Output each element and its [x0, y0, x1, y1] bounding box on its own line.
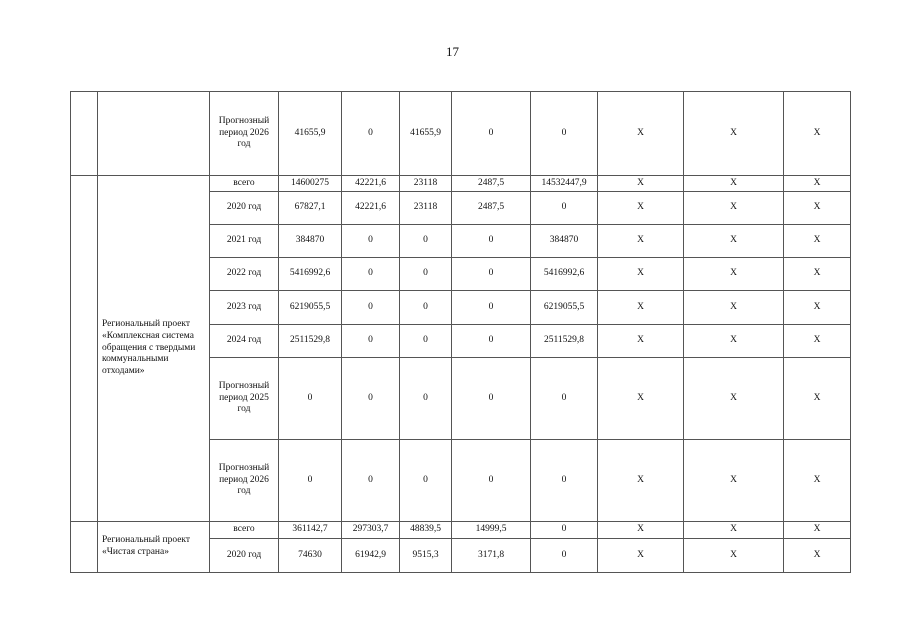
value-cell: 0 — [531, 358, 598, 440]
value-cell: 42221,6 — [342, 176, 400, 192]
value-cell: 0 — [400, 325, 452, 358]
value-cell: 0 — [452, 225, 531, 258]
value-cell: Х — [598, 291, 684, 325]
value-cell: 0 — [452, 358, 531, 440]
value-cell: Х — [598, 258, 684, 291]
value-cell: 6219055,5 — [531, 291, 598, 325]
value-cell: 0 — [452, 258, 531, 291]
table-row — [71, 92, 851, 176]
value-cell: Х — [784, 539, 851, 573]
value-cell: 361142,7 — [279, 522, 342, 539]
period-cell: всего — [210, 522, 279, 539]
project-name-cell: Региональный проект «Комплексная система обращения с твердыми коммунальными отходами» — [98, 176, 210, 522]
value-cell: 0 — [279, 358, 342, 440]
value-cell: Х — [684, 440, 784, 522]
value-cell: Х — [598, 358, 684, 440]
value-cell: Х — [684, 325, 784, 358]
value-cell: 0 — [531, 192, 598, 225]
value-cell: Х — [598, 192, 684, 225]
period-cell: 2020 год — [210, 539, 279, 573]
value-cell: 0 — [342, 325, 400, 358]
value-cell: Х — [784, 325, 851, 358]
value-cell: Х — [598, 225, 684, 258]
value-cell: 41655,9 — [400, 92, 452, 176]
value-cell: 0 — [342, 440, 400, 522]
value-cell: Х — [684, 258, 784, 291]
value-cell: Х — [684, 192, 784, 225]
value-cell: 2511529,8 — [279, 325, 342, 358]
value-cell: 0 — [400, 258, 452, 291]
period-cell: Прогнозный период 2025 год — [210, 358, 279, 440]
value-cell: 0 — [531, 92, 598, 176]
value-cell: Х — [684, 225, 784, 258]
value-cell: Х — [784, 291, 851, 325]
value-cell: Х — [784, 176, 851, 192]
value-cell: 48839,5 — [400, 522, 452, 539]
budget-table — [70, 91, 851, 573]
row-number-cell — [71, 176, 98, 522]
value-cell: Х — [598, 92, 684, 176]
period-cell: 2020 год — [210, 192, 279, 225]
period-cell: 2024 год — [210, 325, 279, 358]
value-cell: Х — [784, 440, 851, 522]
value-cell: 0 — [531, 539, 598, 573]
value-cell: 0 — [342, 291, 400, 325]
period-cell: 2022 год — [210, 258, 279, 291]
value-cell: 5416992,6 — [279, 258, 342, 291]
value-cell: 41655,9 — [279, 92, 342, 176]
value-cell: 0 — [452, 325, 531, 358]
value-cell: 9515,3 — [400, 539, 452, 573]
value-cell: 2487,5 — [452, 176, 531, 192]
value-cell: 5416992,6 — [531, 258, 598, 291]
value-cell: 3171,8 — [452, 539, 531, 573]
value-cell: Х — [784, 522, 851, 539]
value-cell: 0 — [452, 92, 531, 176]
value-cell: Х — [784, 192, 851, 225]
value-cell: 2487,5 — [452, 192, 531, 225]
value-cell: 61942,9 — [342, 539, 400, 573]
value-cell: 2511529,8 — [531, 325, 598, 358]
value-cell: 0 — [342, 258, 400, 291]
value-cell: Х — [598, 325, 684, 358]
value-cell: 67827,1 — [279, 192, 342, 225]
period-cell: 2021 год — [210, 225, 279, 258]
project-name-cell — [98, 92, 210, 176]
value-cell: Х — [784, 225, 851, 258]
value-cell: Х — [784, 358, 851, 440]
row-number-cell — [71, 522, 98, 573]
table-row — [71, 176, 851, 192]
value-cell: Х — [598, 176, 684, 192]
value-cell: Х — [784, 92, 851, 176]
value-cell: 74630 — [279, 539, 342, 573]
value-cell: 0 — [400, 225, 452, 258]
row-number-cell — [71, 92, 98, 176]
value-cell: 0 — [342, 225, 400, 258]
value-cell: 384870 — [531, 225, 598, 258]
value-cell: Х — [598, 539, 684, 573]
value-cell: 0 — [279, 440, 342, 522]
page-number: 17 — [446, 44, 459, 59]
value-cell: Х — [684, 291, 784, 325]
value-cell: Х — [684, 92, 784, 176]
value-cell: Х — [784, 258, 851, 291]
value-cell: 14600275 — [279, 176, 342, 192]
value-cell: 0 — [400, 440, 452, 522]
project-name-cell: Региональный проект «Чистая страна» — [98, 522, 210, 573]
value-cell: 0 — [531, 522, 598, 539]
value-cell: 0 — [342, 92, 400, 176]
value-cell: 14999,5 — [452, 522, 531, 539]
value-cell: 23118 — [400, 192, 452, 225]
value-cell: Х — [598, 522, 684, 539]
value-cell: 0 — [452, 291, 531, 325]
period-cell: всего — [210, 176, 279, 192]
period-cell: Прогнозный период 2026 год — [210, 92, 279, 176]
value-cell: 6219055,5 — [279, 291, 342, 325]
value-cell: 0 — [400, 358, 452, 440]
period-cell: 2023 год — [210, 291, 279, 325]
value-cell: Х — [684, 358, 784, 440]
value-cell: Х — [684, 176, 784, 192]
value-cell: 0 — [342, 358, 400, 440]
value-cell: 0 — [400, 291, 452, 325]
value-cell: Х — [684, 522, 784, 539]
value-cell: Х — [684, 539, 784, 573]
value-cell: 0 — [452, 440, 531, 522]
period-cell: Прогнозный период 2026 год — [210, 440, 279, 522]
table-row — [71, 522, 851, 539]
value-cell: 384870 — [279, 225, 342, 258]
value-cell: 297303,7 — [342, 522, 400, 539]
value-cell: 0 — [531, 440, 598, 522]
value-cell: 14532447,9 — [531, 176, 598, 192]
value-cell: Х — [598, 440, 684, 522]
value-cell: 42221,6 — [342, 192, 400, 225]
value-cell: 23118 — [400, 176, 452, 192]
